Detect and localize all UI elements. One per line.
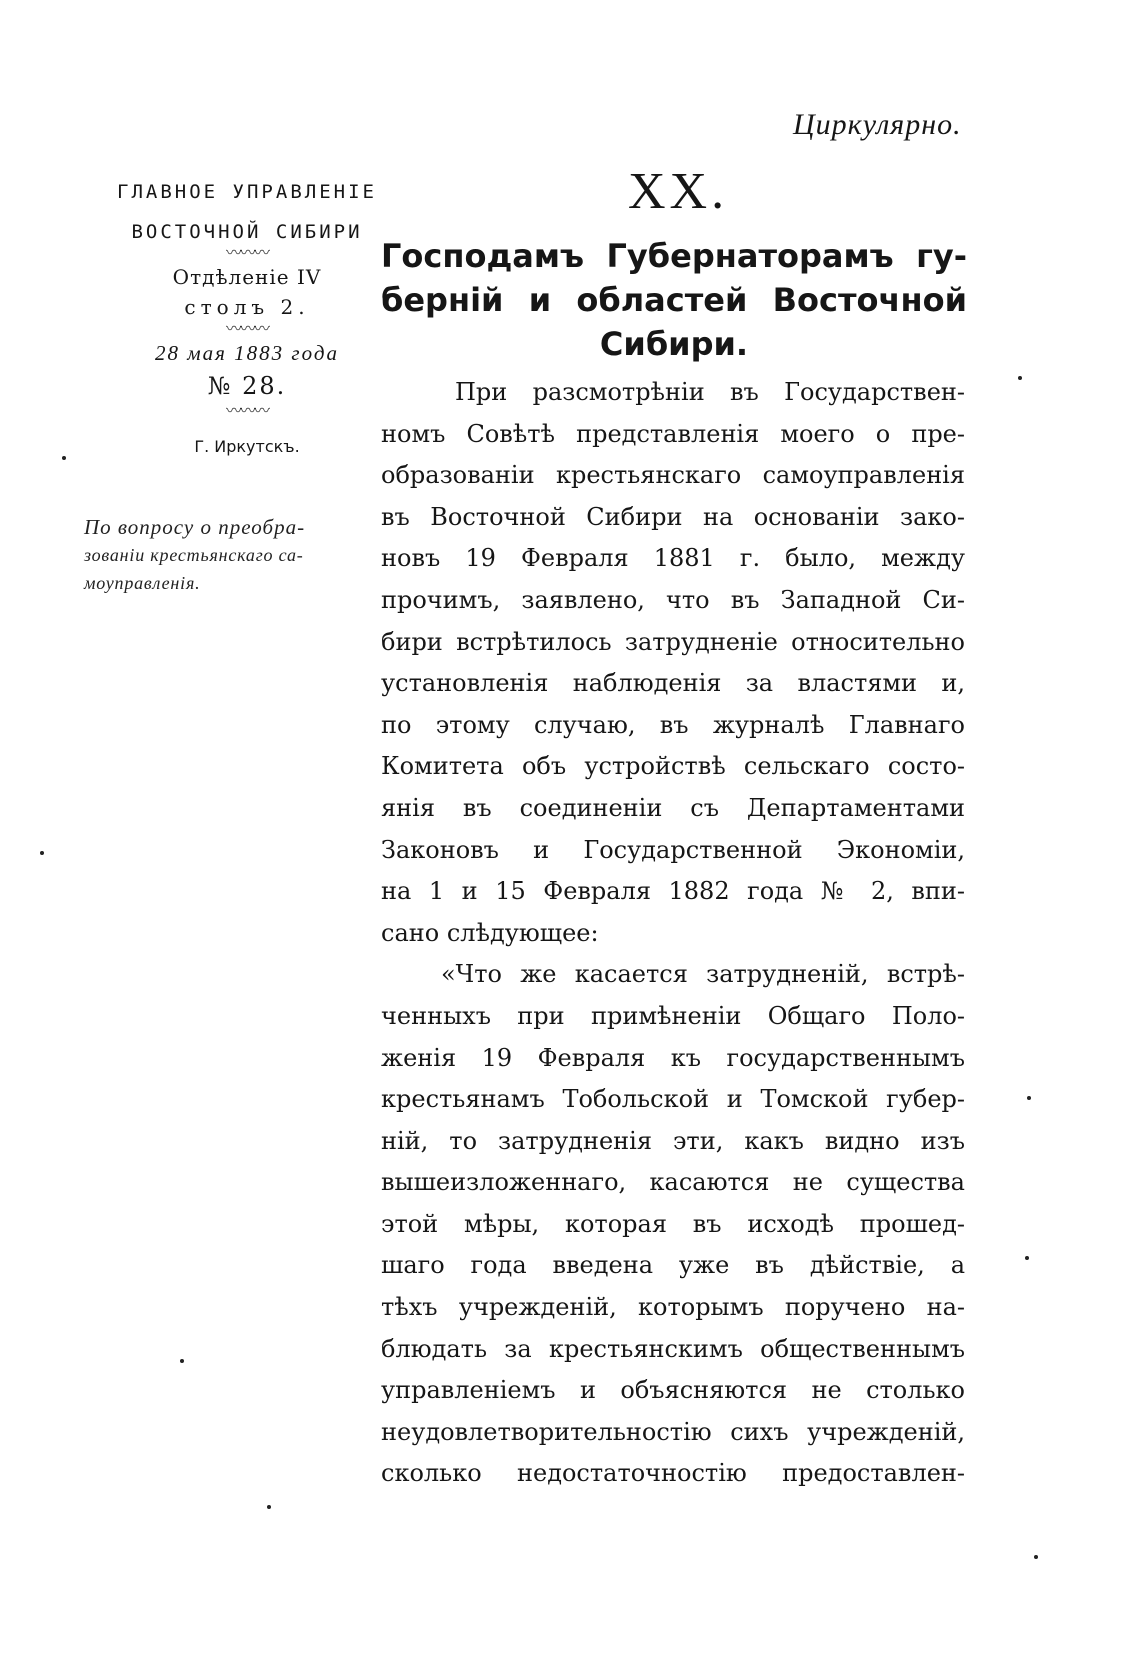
body-line: на 1 и 15 Февраля 1882 года № 2, впи- [381,877,965,906]
ornament-divider: 〰〰〰 [225,319,268,338]
document-city: Г. Иркутскъ. [194,437,300,456]
ornament-divider: 〰〰〰 [225,401,268,420]
body-line: Комитета объ устройствѣ сельскаго состо- [381,752,965,781]
body-line: прочимъ, заявлено, что въ Западной Си- [381,585,965,614]
subject-line: моуправленія. [84,573,201,593]
body-line: номъ Совѣтѣ представленія моего о пре- [381,419,965,448]
heading-line: Сибири. [599,325,749,363]
subject-note [84,513,384,597]
body-line: вышеизложеннаго, касаются не существа [381,1168,965,1197]
body-line: образованіи крестьянскаго самоуправленія [381,461,965,490]
department: Отдѣленіе IV [172,265,322,289]
ornament-divider: 〰〰〰 [225,243,268,262]
body-line: бири встрѣтилось затрудненіе относительно [381,627,965,656]
body-line: шаго года введена уже въ дѣйствіе, а [381,1251,965,1280]
body-line: крестьянамъ Тобольской и Томской губер- [381,1085,965,1114]
body-line: въ Восточной Сибири на основаніи зако- [381,502,965,531]
body-line: «Что же касается затрудненій, встрѣ- [441,960,965,989]
heading-line: Господамъ Губернаторамъ гу- [381,237,967,275]
body-line: сколько недостаточностію предоставлен- [381,1459,965,1488]
body-line: ній, то затрудненія эти, какъ видно изъ [381,1126,965,1155]
section-number: XX. [628,163,729,220]
body-line: женія 19 Февраля къ государственнымъ [381,1043,965,1072]
body-line: управленіемъ и объясняются не столько [381,1376,965,1405]
body-line: При разсмотрѣніи въ Государствен- [455,378,965,406]
circular-mark: Циркулярно. [793,108,962,141]
scan-speck [62,456,66,460]
left-margin-header [82,178,412,460]
desk-number: столъ 2. [184,295,310,319]
body-text [381,372,965,1495]
document-date: 28 мая 1883 года [155,341,339,365]
body-line: ченныхъ при примѣненіи Общаго Поло- [381,1001,965,1030]
scan-speck [1027,1096,1031,1100]
scan-speck [267,1505,271,1509]
body-line: новъ 19 Февраля 1881 г. было, между [381,544,965,573]
subject-line: По вопросу о преобра- [84,515,306,539]
body-line: установленія наблюденія за властями и, [381,669,965,698]
scan-speck [1018,376,1022,380]
document-number: № 28. [207,372,287,400]
body-line: этой мѣры, которая въ исходѣ прошед- [381,1209,965,1238]
body-line: янія въ соединеніи съ Департаментами [381,793,965,822]
body-line: тѣхъ учрежденій, которымъ поручено на- [381,1293,965,1322]
office-name-line1: ГЛАВНОЕ УПРАВЛЕНІЕ [117,181,377,203]
addressee-heading [381,234,967,366]
scan-speck [1034,1555,1038,1559]
body-line: по этому случаю, въ журналѣ Главнаго [381,710,965,739]
heading-line: берній и областей Восточной [381,281,967,319]
scan-speck [180,1359,184,1363]
body-line: блюдать за крестьянскимъ общественнымъ [381,1334,965,1363]
scan-speck [1025,1256,1029,1260]
body-line: Законовъ и Государственной Экономіи, [381,835,965,864]
scan-speck [40,851,44,855]
office-name-line2: ВОСТОЧНОЙ СИБИРИ [131,221,363,243]
body-line: сано слѣдующее: [381,918,599,947]
subject-line: зованіи крестьянскаго са- [84,545,304,565]
body-line: неудовлетворительностію сихъ учрежденій, [381,1417,965,1446]
